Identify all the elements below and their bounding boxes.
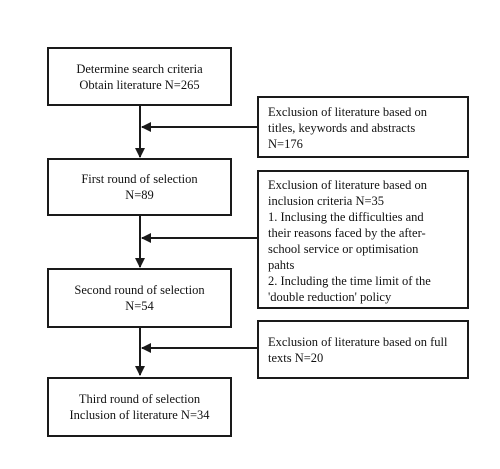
step-4-line-2: Inclusion of literature N=34 [69, 408, 210, 422]
step-4-line-1: Third round of selection [78, 392, 201, 406]
step-third-round-selection [47, 377, 232, 437]
exclusion-2-line-1: Exclusion of literature based on [268, 178, 427, 192]
exclusion-2-line-8: 'double reduction' policy [268, 290, 392, 304]
exclusion-2-line-3: 1. Inclusing the difficulties and [268, 210, 424, 224]
exclusion-3-line-2: texts N=20 [268, 351, 324, 365]
exclusion-2-line-2: inclusion criteria N=35 [268, 194, 385, 208]
exclusion-1-line-1: Exclusion of literature based on [268, 105, 427, 119]
step-second-round-selection [47, 268, 232, 328]
step-1-line-2: Obtain literature N=265 [79, 77, 200, 92]
step-3-line-1: Second round of selection [74, 283, 205, 297]
step-2-line-1: First round of selection [81, 172, 198, 186]
exclusion-1-line-3: N=176 [268, 137, 303, 151]
exclusion-2-line-4: their reasons faced by the after- [268, 226, 426, 240]
step-3-line-2: N=54 [125, 299, 154, 313]
exclusion-3-line-1: Exclusion of literature based on full [268, 335, 448, 349]
exclusion-2-line-7: 2. Including the time limit of the [268, 274, 431, 288]
exclusion-2-line-6: pahts [268, 258, 295, 272]
exclusion-box-full-texts [257, 320, 469, 379]
step-2-line-2: N=89 [125, 188, 154, 202]
step-determine-search-criteria [47, 47, 232, 106]
exclusion-box-titles-keywords [257, 96, 469, 158]
exclusion-box-inclusion-criteria [257, 170, 469, 309]
exclusion-2-line-5: school service or optimisation [268, 242, 419, 256]
step-first-round-selection [47, 158, 232, 216]
step-1-line-1: Determine search criteria [76, 61, 203, 76]
exclusion-1-line-2: titles, keywords and abstracts [268, 121, 416, 135]
